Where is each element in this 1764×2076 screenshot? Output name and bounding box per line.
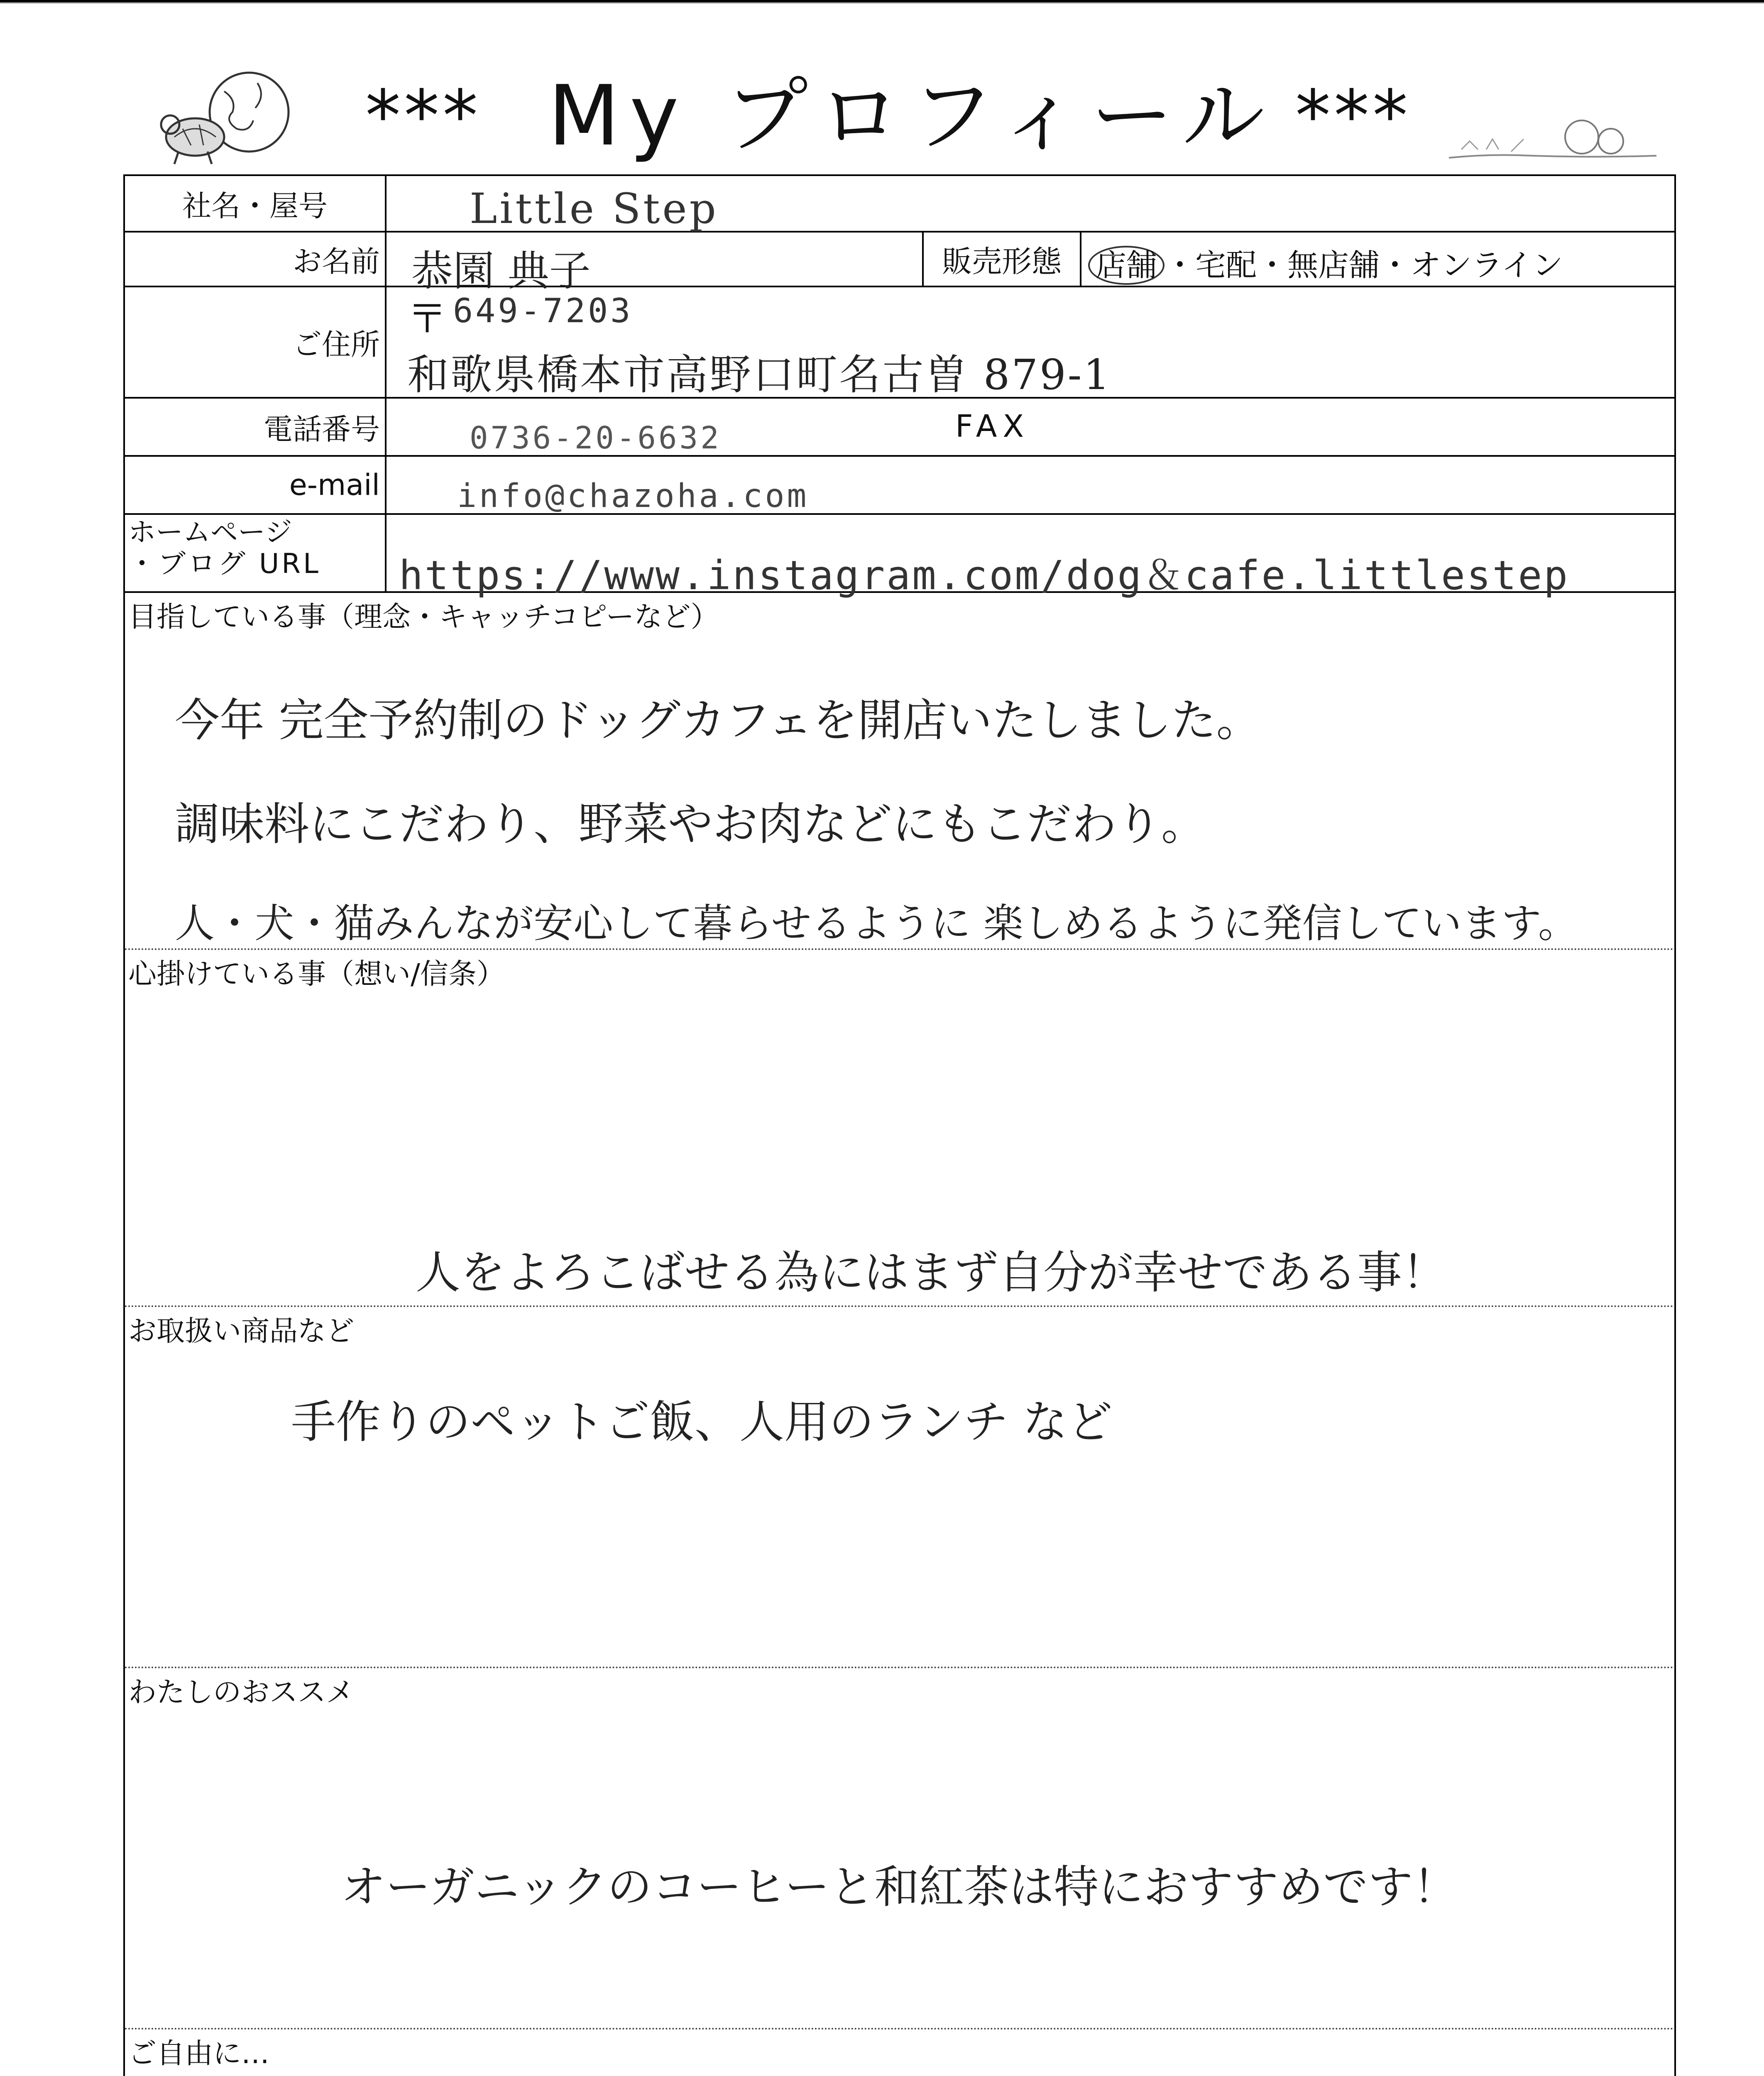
- aim-line-3[interactable]: 人・犬・猫みんなが安心して暮らせるように 楽しめるように発信しています。: [175, 900, 1578, 947]
- sales-type-options: [1088, 241, 1563, 285]
- phone-row: [125, 399, 1674, 457]
- mind-section: [125, 950, 1674, 1307]
- name-value[interactable]: 恭園 典子: [411, 247, 591, 295]
- turtle-globe-logo: [154, 66, 299, 174]
- company-value[interactable]: Little Step: [470, 184, 719, 233]
- postal-value[interactable]: 649-7203: [453, 291, 633, 330]
- email-value[interactable]: info@chazoha.com: [457, 477, 809, 515]
- decorative-logo-right: [1445, 104, 1661, 170]
- aim-title: 目指している事（理念・キャッチコピーなど）: [128, 601, 719, 634]
- header-stars-right: ***: [1295, 75, 1411, 157]
- url-value[interactable]: https://www.instagram.com/dog＆cafe.littlestep: [399, 552, 1570, 599]
- fax-label: FAX: [955, 409, 1030, 444]
- sales-type-selected[interactable]: 店舗: [1088, 246, 1165, 285]
- profile-form: [123, 174, 1676, 2076]
- aim-line-2[interactable]: 調味料にこだわり、野菜やお肉などにもこだわり。: [175, 798, 1206, 850]
- email-row: [125, 457, 1674, 515]
- name-row: [125, 233, 1674, 295]
- mind-title: 心掛けている事（想い/信条）: [128, 958, 505, 991]
- free-section: [125, 2029, 1674, 2076]
- products-title: お取扱い商品など: [128, 1315, 355, 1348]
- address-row: [125, 287, 1674, 399]
- sales-type-label: 販売形態: [922, 233, 1081, 286]
- mind-line-1[interactable]: 人をよろこばせる為にはまず自分が幸せである事！: [416, 1247, 1447, 1299]
- scan-edge: [0, 0, 1764, 6]
- recommend-line-1[interactable]: オーガニックのコーヒーと和紅茶は特におすすめです！: [341, 1861, 1458, 1913]
- products-section: [125, 1307, 1674, 1668]
- aim-section: [125, 593, 1674, 950]
- aim-line-1[interactable]: 今年 完全予約制のドッグカフェを開店いたしました。: [175, 695, 1261, 747]
- header-stars-left: ***: [365, 75, 481, 157]
- recommend-section: [125, 1668, 1674, 2029]
- phone-value[interactable]: 0736-20-6632: [470, 420, 722, 456]
- postal-mark: 〒: [407, 296, 447, 342]
- email-label: e-mail: [125, 457, 387, 513]
- company-row: [125, 176, 1674, 233]
- name-label: お名前: [125, 233, 387, 286]
- url-label-line2: ・ブログ URL: [128, 548, 321, 580]
- page-header: [365, 54, 1445, 179]
- address-label: ご住所: [125, 287, 387, 397]
- address-value[interactable]: 和歌県橋本市高野口町名古曽 879-1: [407, 350, 1112, 399]
- sales-type-rest: ・宅配・無店舗・オンライン: [1165, 247, 1563, 283]
- url-label: [125, 515, 387, 591]
- recommend-title: わたしのおススメ: [128, 1676, 355, 1709]
- free-title: ご自由に…: [128, 2037, 270, 2070]
- phone-label: 電話番号: [125, 399, 387, 455]
- url-label-line1: ホームページ: [128, 516, 292, 548]
- url-row: [125, 515, 1674, 599]
- page-title: My プロフィール: [548, 68, 1275, 164]
- company-label: 社名・屋号: [125, 176, 387, 231]
- products-line-1[interactable]: 手作りのペットご飯、人用のランチ など: [291, 1396, 1113, 1448]
